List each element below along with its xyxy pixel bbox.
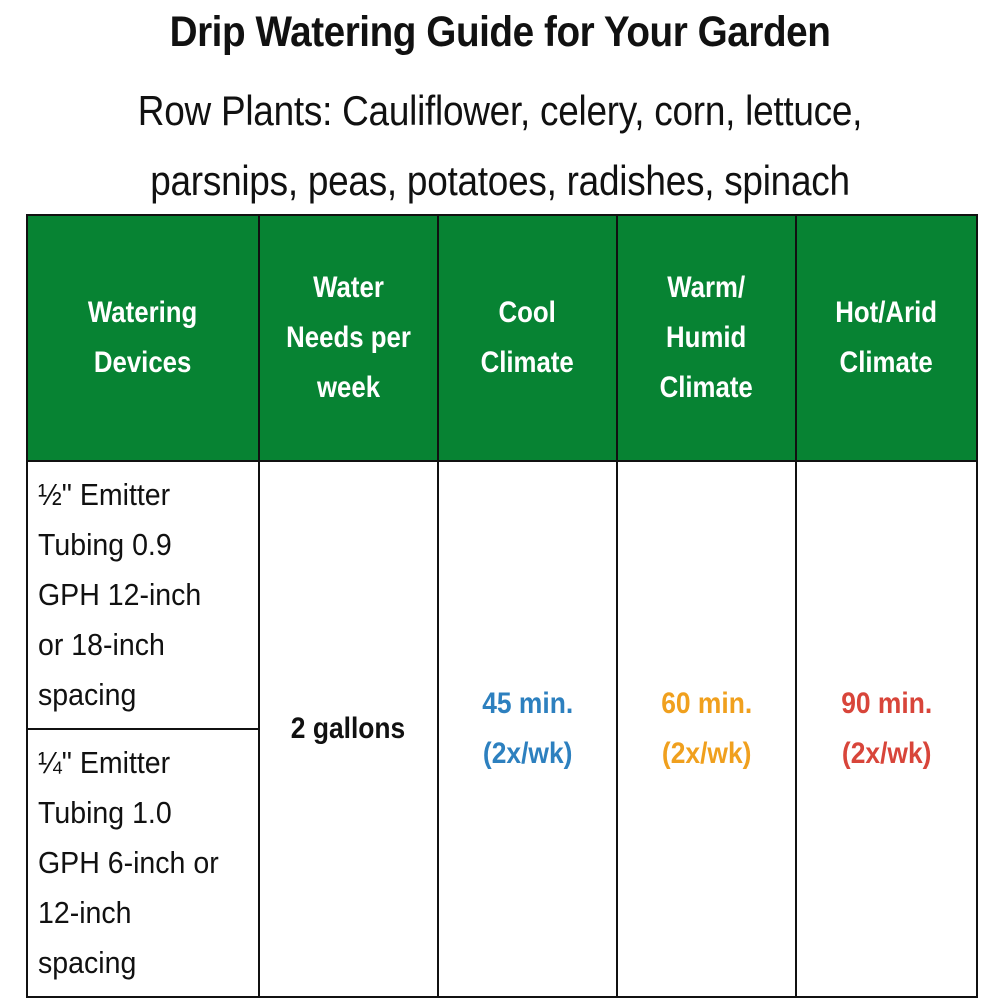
device-line: ¼" Emitter	[38, 745, 171, 780]
header-water-needs	[259, 215, 438, 461]
device-line: GPH 6-inch or	[38, 845, 219, 880]
header-line: Cool	[498, 296, 557, 329]
header-warm-humid-climate	[617, 215, 796, 461]
device-line: 12-inch	[38, 895, 132, 930]
warm-frequency: (2x/wk)	[661, 737, 752, 770]
table-row	[27, 461, 977, 729]
page-subtitle	[60, 76, 940, 216]
cool-duration: 45 min.	[482, 687, 573, 720]
device-line: ½" Emitter	[38, 477, 171, 512]
header-line: Needs per	[286, 321, 411, 354]
device-line: spacing	[38, 677, 137, 712]
header-cool-climate	[438, 215, 617, 461]
subtitle-line: Row Plants: Cauliflower, celery, corn, lettuce,	[137, 87, 863, 134]
water-needs-value	[259, 461, 438, 997]
device-line: Tubing 0.9	[38, 527, 172, 562]
cool-frequency: (2x/wk)	[482, 737, 573, 770]
header-watering-devices	[27, 215, 259, 461]
warm-duration: 60 min.	[661, 687, 752, 720]
header-line: Warm/	[667, 271, 746, 304]
watering-guide-table	[26, 214, 978, 998]
page-title: Drip Watering Guide for Your Garden	[169, 8, 831, 56]
header-line: Devices	[94, 346, 192, 379]
header-line: Hot/Arid	[835, 296, 938, 329]
header-line: Humid	[666, 321, 747, 354]
table-header-row	[27, 215, 977, 461]
hot-duration: 90 min.	[841, 687, 932, 720]
water-needs-text: 2 gallons	[291, 712, 406, 745]
hot-frequency: (2x/wk)	[841, 737, 932, 770]
device-line: or 18-inch	[38, 627, 165, 662]
header-line: Water	[313, 271, 384, 304]
subtitle-line: parsnips, peas, potatoes, radishes, spinach	[150, 157, 850, 204]
hot-climate-value	[796, 461, 977, 997]
device-quarter-inch-emitter	[27, 729, 259, 997]
device-line: spacing	[38, 945, 137, 980]
header-line: week	[316, 371, 381, 404]
header-line: Climate	[839, 346, 934, 379]
header-line: Watering	[88, 296, 198, 329]
header-hot-arid-climate	[796, 215, 977, 461]
warm-climate-value	[617, 461, 796, 997]
device-line: GPH 12-inch	[38, 577, 202, 612]
cool-climate-value	[438, 461, 617, 997]
device-line: Tubing 1.0	[38, 795, 172, 830]
header-line: Climate	[659, 371, 754, 404]
header-line: Climate	[480, 346, 575, 379]
device-half-inch-emitter	[27, 461, 259, 729]
